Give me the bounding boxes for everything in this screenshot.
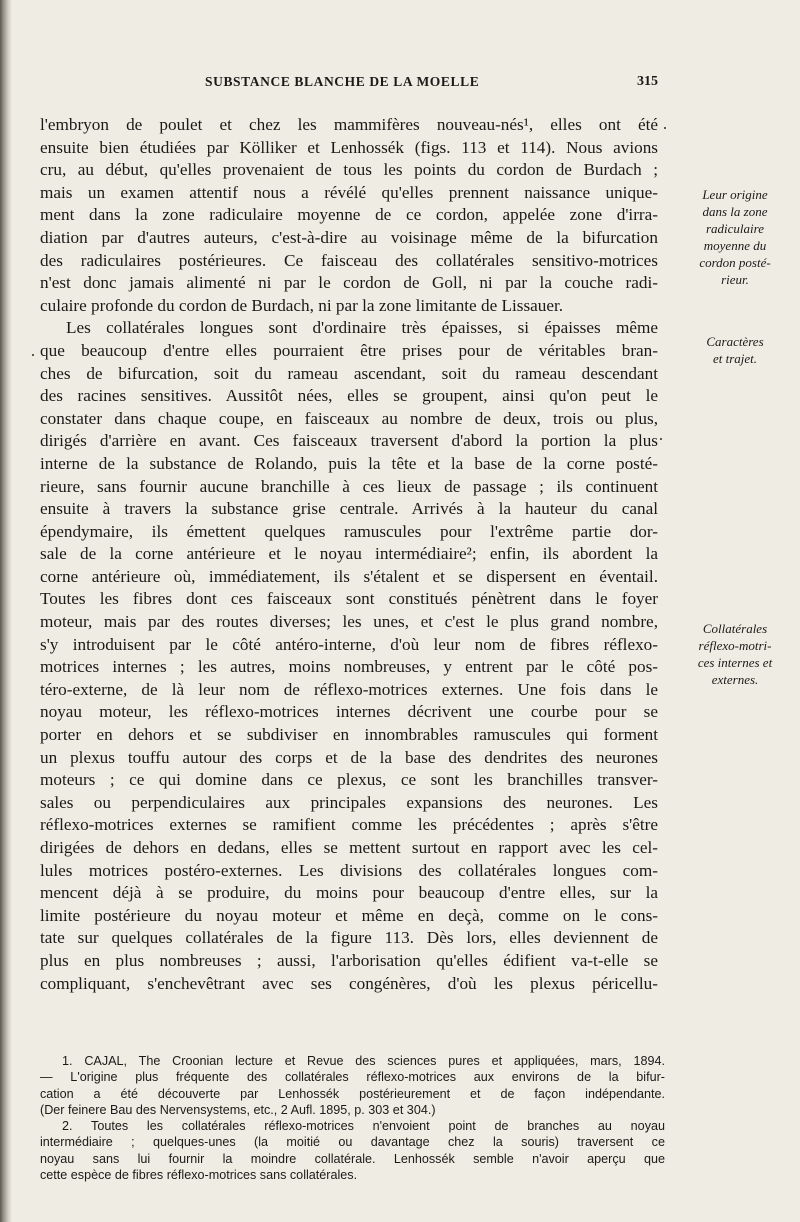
text-line: noyau moteur, les réflexo-motrices internes décrivent une courbe pour se — [40, 702, 658, 722]
text-line: que beaucoup d'entre elles pourraient être prises pour de véritables bran- — [40, 340, 658, 360]
footnote-line: 1. CAJAL, The Croonian lecture et Revue des sciences pures et appliquées, mars, 1894. — [62, 1054, 665, 1068]
text-line: plus en plus nombreuses ; aussi, l'arborisation qu'elles édifient va-t-elle se — [40, 950, 658, 970]
text-line: mencent déjà à se produire, du moins pour beaucoup d'entre elles, sur la — [40, 883, 658, 903]
ink-speck — [32, 354, 34, 356]
margin-note-line: ces internes et — [697, 655, 773, 670]
margin-note-collaterales — [672, 620, 798, 688]
text-line: ensuite bien étudiées par Kölliker et Lenhossék (figs. 113 et 114). Nous avions — [40, 137, 658, 157]
text-line: ment dans la zone radiculaire moyenne de ce cordon, appelée zone d'irra- — [40, 205, 658, 225]
text-line: ensuite à travers la substance grise centrale. Arrivés à la hauteur du canal — [40, 499, 658, 519]
main-text — [40, 114, 658, 995]
margin-note-line: cordon posté- — [699, 255, 771, 270]
margin-note-line: rieur. — [721, 272, 749, 287]
text-line: téro-externe, de là leur nom de réflexo-motrices externes. Une fois dans le — [40, 679, 658, 699]
footnote-line: cation a été découverte par Lenhossék postérieurement et de façon indépendante. — [40, 1086, 665, 1101]
text-line: tate sur quelques collatérales de la figure 113. Dès lors, elles deviennent de — [40, 928, 658, 948]
text-line: rieure, sans fournir aucune branchille à ces lieux de passage ; ils continuent — [40, 476, 658, 496]
margin-note-caracteres — [672, 333, 798, 367]
text-line: moteurs ; ce qui domine dans ce plexus, ce sont les branchilles transver- — [40, 770, 658, 790]
footnote-line: noyau sans lui fournir la moindre collatérale. Lenhossék semble n'avoir aperçu que — [40, 1151, 665, 1166]
text-line: sale de la corne antérieure et le noyau intermédiaire²; enfin, ils abordent la — [40, 544, 658, 564]
text-line: cru, au début, qu'elles provenaient de tous les points du cordon de Burdach ; — [40, 160, 658, 180]
text-line: épendymaire, ils émettent quelques ramuscules pour l'extrême partie dor- — [40, 521, 658, 541]
text-line: des radiculaires postérieures. Ce faisceau des collatérales sensitivo-motrices — [40, 250, 658, 270]
text-line: porter en dehors et se subdiviser en innombrables ramuscules qui forment — [40, 725, 658, 745]
book-spine-shadow — [0, 0, 12, 1222]
footnotes — [40, 1053, 665, 1183]
text-line: culaire profonde du cordon de Burdach, ni par la zone limitante de Lissauer. — [40, 295, 564, 315]
text-line: lules motrices postéro-externes. Les divisions des collatérales longues com- — [40, 860, 658, 880]
text-line: moteur, mais par des routes diverses; les unes, et c'est le plus grand nombre, — [40, 612, 658, 632]
margin-note-line: Collatérales — [702, 621, 768, 636]
footnote-line: intermédiaire ; quelques-unes (la moitié ou davantage chez la souris) traversent ce — [40, 1135, 665, 1150]
text-line: corne antérieure où, immédiatement, ils s'étalent et se dispersent en éventail. — [40, 566, 658, 586]
text-line: constater dans chaque coupe, en faisceaux au nombre de deux, trois ou plus, — [40, 408, 658, 428]
margin-note-line: moyenne du — [703, 238, 767, 253]
text-line: réflexo-motrices externes se ramifient comme les précédentes ; après s'être — [40, 815, 658, 835]
footnote-line: 2. Toutes les collatérales réflexo-motrices n'envoient point de branches au noyau — [62, 1119, 665, 1134]
text-line: Les collatérales longues sont d'ordinaire très épaisses, si épaisses même — [66, 318, 658, 338]
page-header — [40, 74, 658, 96]
text-line: interne de la substance de Rolando, puis la tête et la base de la corne posté- — [40, 453, 658, 473]
footnote-line: — L'origine plus fréquente des collatérales réflexo-motrices aux environs de la bifur- — [40, 1070, 665, 1085]
margin-note-line: radiculaire — [705, 221, 764, 236]
text-line: ches de bifurcation, soit du rameau ascendant, soit du rameau descendant — [40, 363, 658, 383]
footnote-line: cette espèce de fibres réflexo-motrices sans collatérales. — [40, 1168, 358, 1183]
margin-note-origine — [672, 186, 798, 288]
text-line: un plexus touffu autour des corps et de la base des dendrites des neurones — [40, 747, 658, 767]
text-line: dirigés d'arrière en avant. Ces faisceaux traversent d'abord la portion la plus — [40, 431, 658, 451]
text-line: sales ou perpendiculaires aux principales expansions des neurones. Les — [40, 792, 658, 812]
text-line: compliquant, s'enchevêtrant avec ses congénères, d'où les plexus péricellu- — [40, 973, 658, 993]
margin-note-line: externes. — [711, 672, 759, 687]
text-line: limite postérieure du noyau moteur et même en deçà, comme on le cons- — [40, 905, 658, 925]
text-line: motrices internes ; les autres, moins nombreuses, y entrent par le côté pos- — [40, 657, 658, 677]
footnote-line: (Der feinere Bau des Nervensystems, etc., 2 Aufl. 1895, p. 303 et 304.) — [40, 1102, 436, 1117]
text-line: s'y introduisent par le côté antéro-interne, d'où leur nom de fibres réflexo- — [40, 634, 658, 654]
margin-note-line: Leur origine — [702, 187, 768, 202]
margin-note-line: dans la zone — [702, 204, 768, 219]
text-line: mais un examen attentif nous a révélé qu'elles prennent naissance unique- — [40, 182, 658, 202]
running-title: SUBSTANCE BLANCHE DE LA MOELLE — [205, 74, 480, 89]
margin-note-line: réflexo-motri- — [698, 638, 772, 653]
text-line: n'est donc jamais alimenté ni par le cordon de Goll, ni par la couche radi- — [40, 273, 658, 293]
text-line: des racines sensitives. Aussitôt nées, elles se groupent, ainsi qu'on peut le — [40, 386, 658, 406]
text-line: dirigées de dehors en dedans, elles se mettent surtout en rapport avec les cel- — [40, 838, 658, 857]
page-number: 315 — [637, 74, 658, 89]
margin-note-line: Caractères — [706, 334, 764, 349]
ink-speck — [660, 438, 662, 440]
ink-speck — [664, 127, 666, 129]
text-line: Toutes les fibres dont ces faisceaux sont constitués pénètrent dans le foyer — [40, 589, 658, 609]
text-line: l'embryon de poulet et chez les mammifères nouveau-nés¹, elles ont été — [40, 115, 658, 134]
text-line: diation par d'autres auteurs, c'est-à-dire au voisinage même de la bifurcation — [40, 227, 658, 247]
margin-note-line: et trajet. — [712, 351, 758, 366]
